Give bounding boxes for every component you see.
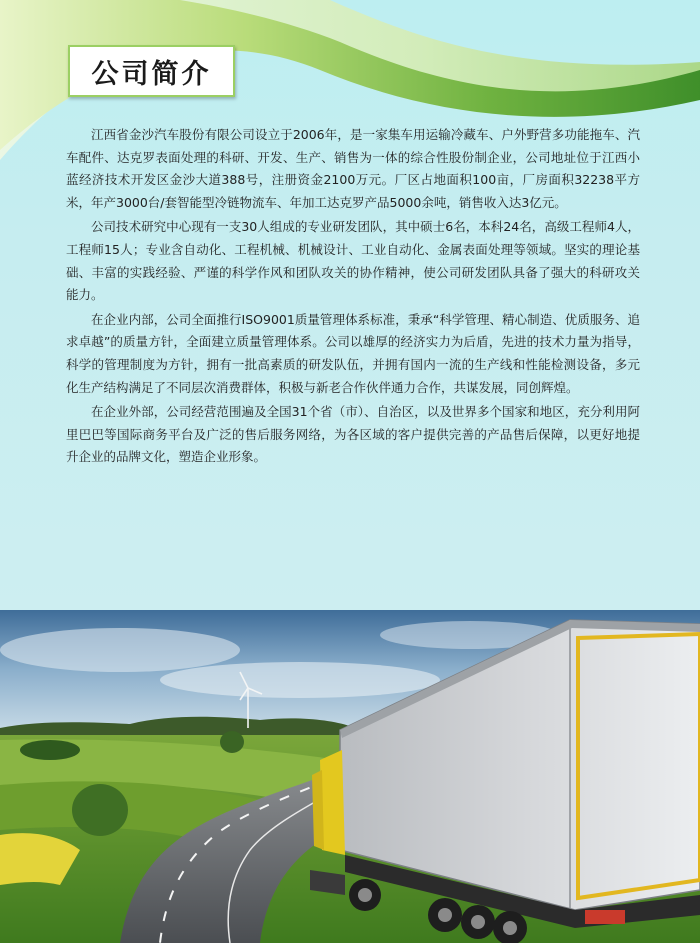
page-title: 公司简介 bbox=[91, 58, 212, 90]
paragraph-2: 公司技术研究中心现有一支30人组成的专业研发团队，其中硕士6名，本科24名，高级工程师4人，工程师15人；专业含自动化、工程机械、机械设计、工业自动化、金属表面处理等领域。坚实的理论基础、丰富的实践经验、严谨的科学作风和团队攻关的协作精神，使公司研发团队具备了强大的科研攻关能力。 bbox=[66, 219, 640, 303]
paragraph-1: 江西省金沙汽车股份有限公司设立于2006年，是一家集车用运输冷藏车、户外野营多功能拖车、汽车配件、达克罗表面处理的科研、开发、生产、销售为一体的综合性股份制企业，公司地址位于江西小蓝经济技术开发区金沙大道388号，注册资金2100万元。厂区占地面积100亩，厂房面积32238平方米，年产3000台/套智能型冷链物流车、年加工达克罗产品5000余吨，销售收入达3亿元。 bbox=[66, 127, 640, 210]
truck-scene-illustration bbox=[0, 610, 700, 943]
title-box bbox=[68, 45, 235, 97]
truck-photo bbox=[0, 610, 700, 943]
paragraph-3: 在企业内部，公司全面推行ISO9001质量管理体系标准，秉承“科学管理、精心制造、优质服务、追求卓越”的质量方针，全面建立质量管理体系。公司以雄厚的经济实力为后盾，先进的技术力量为指导，科学的管理制度为方针，拥有一批高素质的研发队伍，并拥有国内一流的生产线和性能检测设备，多元化生产结构满足了不同层次消费群体，积极与新老合作伙伴通力合作，共谋发展，同创辉煌。 bbox=[66, 311, 640, 395]
paragraph-4: 在企业外部，公司经营范围遍及全国31个省（市）、自治区，以及世界多个国家和地区，充分利用阿里巴巴等国际商务平台及广泛的售后服务网络，为各区域的客户提供完善的产品售后保障，以更好地提升企业的品牌文化，塑造企业形象。 bbox=[66, 404, 640, 465]
company-intro-text bbox=[66, 124, 640, 471]
